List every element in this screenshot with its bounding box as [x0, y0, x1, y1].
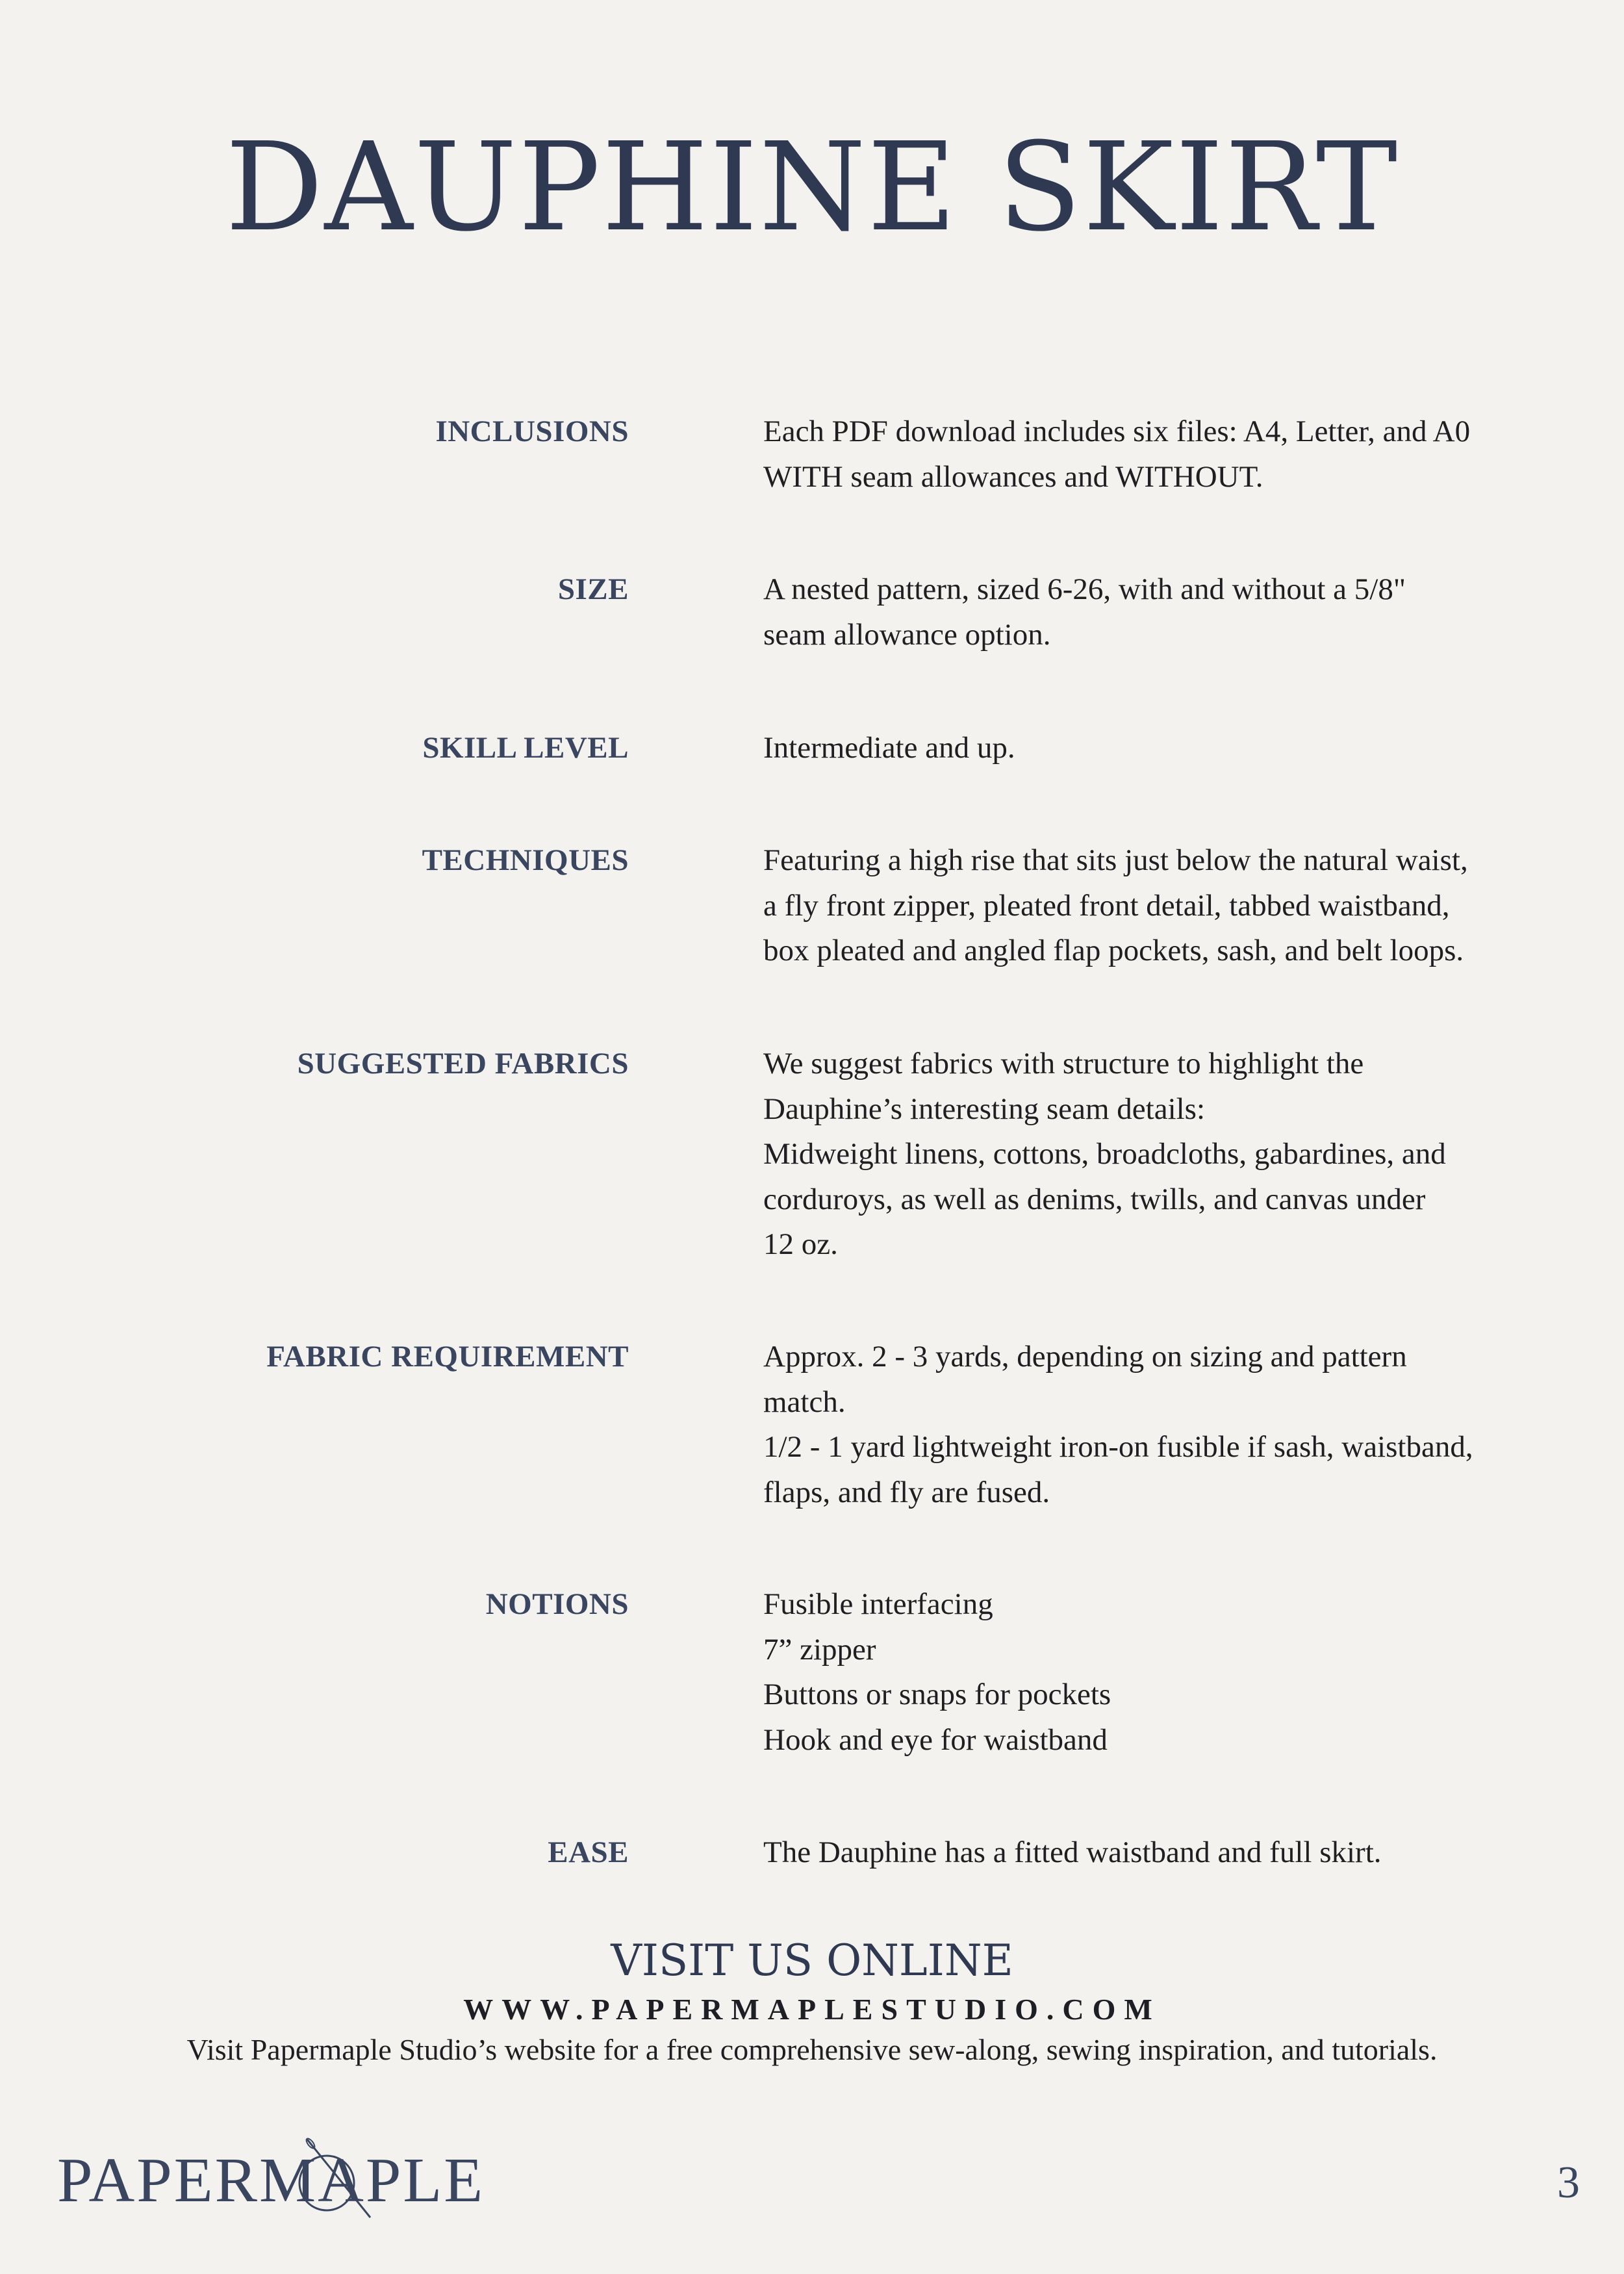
- logo-wordmark: PAPERMAPLE: [57, 2145, 485, 2216]
- spec-label-ease: EASE: [548, 1835, 629, 1869]
- spec-value-size: [763, 567, 1562, 658]
- spec-line: Hook and eye for waistband: [763, 1722, 1108, 1757]
- spec-label-suggested-fabrics: SUGGESTED FABRICS: [297, 1047, 629, 1080]
- spec-line: Intermediate and up.: [763, 731, 1015, 765]
- visit-us-heading: VISIT US ONLINE: [611, 1935, 1013, 1986]
- page-title: DAUPHINE SKIRT: [225, 116, 1399, 259]
- spec-line: WITH seam allowances and WITHOUT.: [763, 459, 1263, 494]
- spec-line: 12 oz.: [763, 1227, 838, 1261]
- spec-line: a fly front zipper, pleated front detail, tabbed waistband,: [763, 888, 1450, 923]
- papermaple-logo: [57, 2134, 512, 2219]
- spec-value-fabric-requirement: [763, 1335, 1562, 1515]
- spec-value-suggested-fabrics: [763, 1041, 1562, 1268]
- spec-line: box pleated and angled flap pockets, sash, and belt loops.: [763, 934, 1464, 967]
- spec-line: Fusible interfacing: [763, 1587, 993, 1621]
- spec-line: Featuring a high rise that sits just below the natural waist,: [763, 843, 1468, 877]
- spec-value-notions: [763, 1582, 1562, 1763]
- spec-line: The Dauphine has a fitted waistband and full skirt.: [763, 1835, 1382, 1869]
- spec-label-size: SIZE: [557, 572, 629, 606]
- spec-line: match.: [763, 1385, 846, 1419]
- spec-label-notions: NOTIONS: [485, 1587, 629, 1621]
- needle-thread-icon: [57, 2134, 512, 2219]
- spec-line: Approx. 2 - 3 yards, depending on sizing and pattern: [763, 1340, 1407, 1373]
- spec-line: Dauphine’s interesting seam details:: [763, 1092, 1206, 1126]
- website-link[interactable]: WWW.PAPERMAPLESTUDIO.COM: [463, 1993, 1161, 2026]
- spec-value-inclusions: [763, 409, 1562, 500]
- spec-line: seam allowance option.: [763, 617, 1051, 652]
- spec-value-ease: [763, 1830, 1562, 1876]
- spec-line: Midweight linens, cottons, broadcloths, gabardines, and: [763, 1137, 1446, 1171]
- spec-line: Each PDF download includes six files: A4, Letter, and A0: [763, 415, 1471, 448]
- spec-label-inclusions: INCLUSIONS: [435, 415, 629, 448]
- spec-line: A nested pattern, sized 6-26, with and without a 5/8": [763, 572, 1406, 606]
- website-description: Visit Papermaple Studio’s website for a free comprehensive sew-along, sewing inspiration, and tutorials.: [186, 2033, 1438, 2066]
- spec-line: We suggest fabrics with structure to highlight the: [763, 1047, 1364, 1080]
- spec-label-techniques: TECHNIQUES: [422, 843, 629, 877]
- spec-value-skill-level: [763, 726, 1562, 771]
- spec-label-fabric-requirement: FABRIC REQUIREMENT: [266, 1340, 629, 1373]
- spec-line: flaps, and fly are fused.: [763, 1475, 1050, 1509]
- spec-value-techniques: [763, 838, 1562, 974]
- spec-line: corduroys, as well as denims, twills, and canvas under: [763, 1182, 1426, 1216]
- spec-line: Buttons or snaps for pockets: [763, 1678, 1111, 1711]
- spec-label-skill-level: SKILL LEVEL: [422, 731, 629, 765]
- page-number: 3: [1557, 2158, 1580, 2208]
- spec-line: 7” zipper: [763, 1632, 876, 1667]
- spec-line: 1/2 - 1 yard lightweight iron-on fusible if sash, waistband,: [763, 1430, 1473, 1464]
